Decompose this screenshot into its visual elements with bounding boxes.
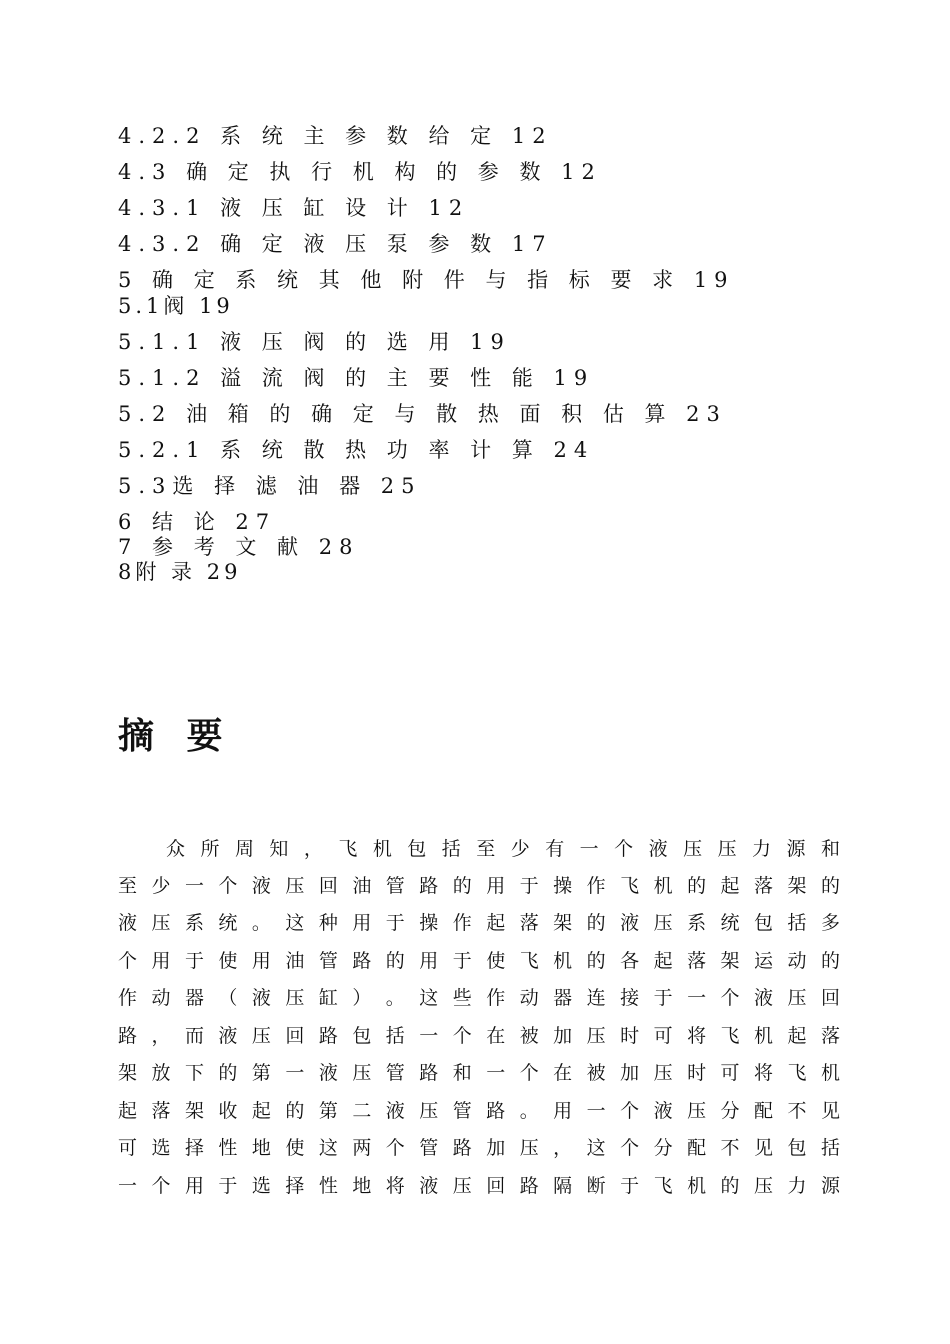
toc-entry-7: 7 参 考 文 献 28 [118,535,360,559]
abstract-line: 作 动 器 （ 液 压 缸 ） 。 这 些 作 动 器 连 接 于 一 个 液 压 回 [118,987,840,1009]
abstract-line: 一 个 用 于 选 择 性 地 将 液 压 回 路 隔 断 于 飞 机 的 压 力 源 [118,1175,840,1197]
abstract-line: 个 用 于 使 用 油 管 路 的 用 于 使 飞 机 的 各 起 落 架 运 动 的 [118,950,840,972]
abstract-line: 起 落 架 收 起 的 第 二 液 压 管 路 。 用 一 个 液 压 分 配 不 见 [118,1100,840,1122]
toc-entry-5-2-1: 5.2.1 系 统 散 热 功 率 计 算 24 [118,438,595,462]
toc-entry-6: 6 结 论 27 [118,510,277,534]
toc-entry-4-3-2: 4.3.2 确 定 液 压 泵 参 数 17 [118,232,553,256]
abstract-line: 可 选 择 性 地 使 这 两 个 管 路 加 压 ， 这 个 分 配 不 见 包 括 [118,1137,840,1159]
toc-entry-4-3: 4.3 确 定 执 行 机 构 的 参 数 12 [118,160,602,184]
toc-entry-5-1-1: 5.1.1 液 压 阀 的 选 用 19 [118,330,511,354]
toc-entry-5: 5 确 定 系 统 其 他 附 件 与 指 标 要 求 19 [118,268,735,292]
toc-entry-5-1: 5.1阀 19 [118,294,234,318]
toc-entry-8: 8附 录 29 [118,560,242,584]
toc-entry-5-3: 5.3选 择 滤 油 器 25 [118,474,422,498]
abstract-line: 至 少 一 个 液 压 回 油 管 路 的 用 于 操 作 飞 机 的 起 落 架 的 [118,875,840,897]
toc-entry-4-3-1: 4.3.1 液 压 缸 设 计 12 [118,196,470,220]
abstract-heading: 摘 要 [118,715,233,757]
abstract-line: 路 ， 而 液 压 回 路 包 括 一 个 在 被 加 压 时 可 将 飞 机 起 落 [118,1025,840,1047]
toc-entry-5-1-2: 5.1.2 溢 流 阀 的 主 要 性 能 19 [118,366,595,390]
toc-entry-4-2-2: 4.2.2 系 统 主 参 数 给 定 12 [118,124,553,148]
abstract-line: 架 放 下 的 第 一 液 压 管 路 和 一 个 在 被 加 压 时 可 将 飞 机 [118,1062,840,1084]
abstract-line: 液 压 系 统 。 这 种 用 于 操 作 起 落 架 的 液 压 系 统 包 括 多 [118,912,840,934]
toc-entry-5-2: 5.2 油 箱 的 确 定 与 散 热 面 积 估 算 23 [118,402,727,426]
abstract-line: 众 所 周 知 ， 飞 机 包 括 至 少 有 一 个 液 压 压 力 源 和 [166,838,840,860]
